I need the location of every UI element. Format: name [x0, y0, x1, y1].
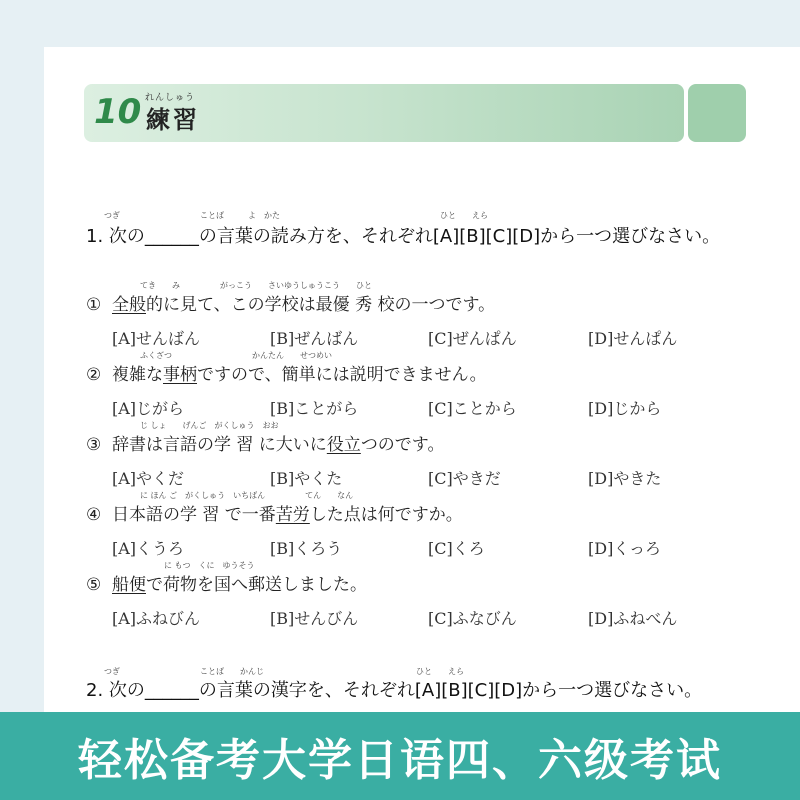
question-number: ⑤	[86, 575, 102, 595]
question-ruby: てき み がっこう さいゆうしゅうこう ひと	[140, 281, 372, 290]
question-ruby: に もつ くに ゆうそう	[140, 561, 255, 570]
answer-options	[112, 606, 712, 628]
answer-option[interactable]: [C]ぜんぱん	[428, 329, 517, 348]
answer-option[interactable]: [B]やくた	[270, 469, 343, 488]
answer-options	[112, 326, 712, 348]
question-text-after: 的に見て、この学校は最優 秀 校の一つです。	[146, 295, 496, 315]
answer-option[interactable]: [B]くろう	[270, 539, 343, 558]
answer-option[interactable]: [D]じから	[588, 399, 662, 418]
question-item	[86, 290, 495, 315]
question-target-word: 全般	[112, 295, 146, 315]
answer-option[interactable]: [D]くっろ	[588, 539, 661, 558]
question-target-word: 役立	[326, 435, 361, 455]
question-number: ④	[86, 505, 102, 525]
question-text-after: ですので、簡単には説明できません。	[197, 365, 487, 385]
question-number: ②	[86, 365, 102, 385]
lesson-title: 練習	[146, 106, 200, 134]
answer-option[interactable]: [A]くうろ	[112, 539, 185, 558]
promo-banner	[0, 712, 800, 800]
answer-options	[112, 466, 712, 488]
answer-option[interactable]: [C]ことから	[428, 399, 517, 418]
answer-option[interactable]: [B]ぜんばん	[270, 329, 359, 348]
answer-option[interactable]: [C]ふなびん	[428, 609, 517, 628]
section1-ruby: つぎ ことば よ かた ひと えら	[104, 211, 488, 220]
question-text-before: 日本語の学 習 で一番	[112, 505, 276, 525]
section2-title: 2. 次の______の言葉の漢字を、それぞれ[A][B][C][D]から一つ選びなさい。	[86, 680, 703, 701]
question-item	[86, 500, 463, 525]
answer-option[interactable]: [A]やくだ	[112, 469, 185, 488]
question-text-before: 複雑な	[112, 365, 163, 385]
question-ruby: に ほん ご がくしゅう いちばん てん なん	[140, 491, 354, 500]
question-text-before: 辞書は言語の学 習 に大いに	[112, 435, 327, 455]
answer-option[interactable]: [B]せんびん	[270, 609, 359, 628]
question-ruby: じ しょ げんご がくしゅう おお	[140, 421, 279, 430]
answer-option[interactable]: [A]じがら	[112, 399, 185, 418]
lesson-number: 10	[94, 92, 142, 132]
lesson-title-ruby: れんしゅう	[145, 93, 196, 103]
answer-option[interactable]: [A]せんばん	[112, 329, 201, 348]
question-target-word: 事柄	[163, 365, 197, 385]
question-text-after: した点は何ですか。	[309, 505, 463, 525]
section2-ruby: つぎ ことば かんじ ひと えら	[104, 667, 464, 676]
answer-option[interactable]: [D]やきた	[588, 469, 662, 488]
banner-text: 轻松备考大学日语四、六级考试	[78, 735, 722, 786]
question-item	[86, 430, 444, 455]
question-number: ③	[86, 435, 102, 455]
answer-option[interactable]: [D]ふねべん	[588, 609, 678, 628]
question-number: ①	[86, 295, 102, 315]
section1-title: 1. 次の______の言葉の読み方を、それぞれ[A][B][C][D]から一つ選びなさい。	[86, 226, 721, 247]
question-target-word: 船便	[112, 575, 146, 595]
answer-options	[112, 536, 712, 558]
question-target-word: 苦労	[275, 505, 310, 525]
lesson-header-block	[688, 84, 746, 142]
answer-option[interactable]: [C]やきだ	[428, 469, 501, 488]
question-text-after: で荷物を国へ郵送しました。	[146, 575, 367, 595]
question-item	[86, 360, 487, 385]
question-ruby: ふくざつ かんたん せつめい	[140, 351, 332, 360]
answer-option[interactable]: [C]くろ	[428, 539, 485, 558]
answer-option[interactable]: [D]せんぱん	[588, 329, 678, 348]
question-item	[86, 570, 367, 595]
answer-option[interactable]: [A]ふねびん	[112, 609, 201, 628]
question-text-after: つのです。	[360, 435, 445, 455]
answer-option[interactable]: [B]ことがら	[270, 399, 359, 418]
answer-options	[112, 396, 712, 418]
